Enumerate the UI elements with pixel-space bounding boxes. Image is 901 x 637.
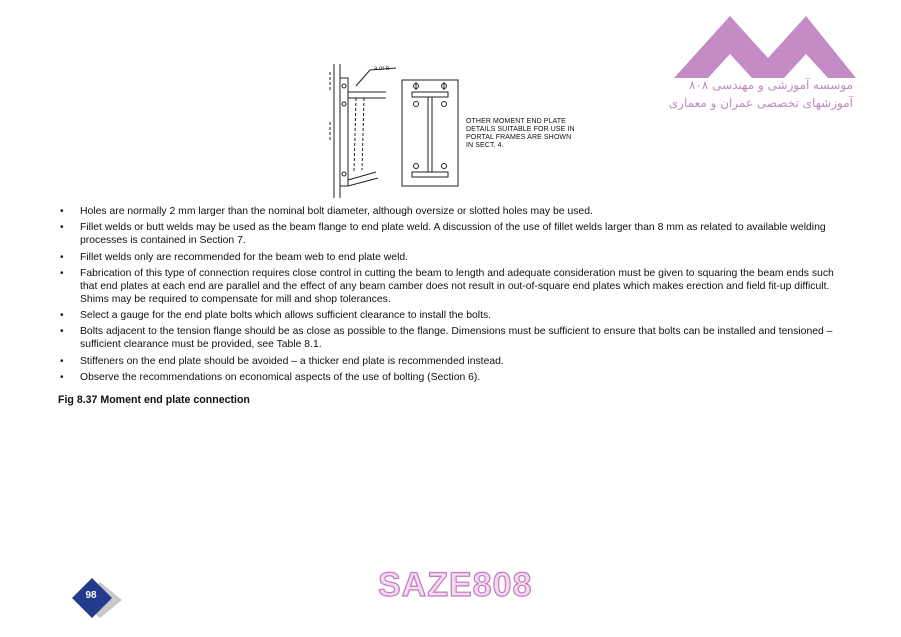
list-item: • Observe the recommendations on economical aspects of the use of bolting (Section 6). [60,372,481,384]
list-item: • Fillet welds only are recommended for the beam web to end plate weld. [60,251,409,263]
bullet-icon: • [60,222,64,234]
bullet-icon: • [60,355,64,367]
list-item: • Fabrication of this type of connection requires close control in cutting the beam to length and adequate consideration must be given to squaring the beam ends such that end plates at each end are parallel and the effect of any beam camber does not result in out-of-square end plates which makes erection and field fit-up difficult. Shims may be required to compensate for mill and shop tolerances. [60,267,834,305]
drawing-note: OTHER MOMENT END PLATE DETAILS SUITABLE FOR USE IN PORTAL FRAMES ARE SHOWN IN SECT. 4. [466,118,575,149]
logo-subtitle: آموزشهای تخصصی عمران و معماری [668,96,853,110]
list-item: • Holes are normally 2 mm larger than the nominal bolt diameter, although oversize or slotted holes may be used. [60,206,593,217]
list-item: • Stiffeners on the end plate should be avoided – a thicker end plate is recommended instead. [60,355,504,367]
watermark: SAZE808 [378,566,533,604]
page-number: 98 [85,590,97,601]
logo-title: موسسه آموزشی و مهندسی ۸۰۸ [689,78,853,92]
list-item: • Select a gauge for the end plate bolts which allows sufficient clearance to install the bolts. [60,310,492,322]
bullet-list [58,205,848,387]
figure-caption: Fig 8.37 Moment end plate connection [58,394,250,406]
bullet-icon: • [60,206,64,217]
bullet-icon: • [60,326,64,338]
bullet-icon: • [60,251,64,263]
list-item: • Fillet welds or butt welds may be used as the beam flange to end plate weld. A discussion of the use of fillet welds larger than 8 mm as related to available welding processes is contained in Section 7. [60,222,826,247]
end-plate-side [340,78,348,186]
list-item: • Bolts adjacent to the tension flange should be as close as possible to the flange. Dimensions must be sufficient to ensure that bolts can be installed and tensioned – sufficient clearance must be provided, see Table 8.1. [60,326,833,351]
weld-label: a or b [374,66,390,72]
end-plate-front [402,80,458,186]
bullet-icon: • [60,372,64,384]
bullet-icon: • [60,310,64,322]
bullet-icon: • [60,267,64,279]
